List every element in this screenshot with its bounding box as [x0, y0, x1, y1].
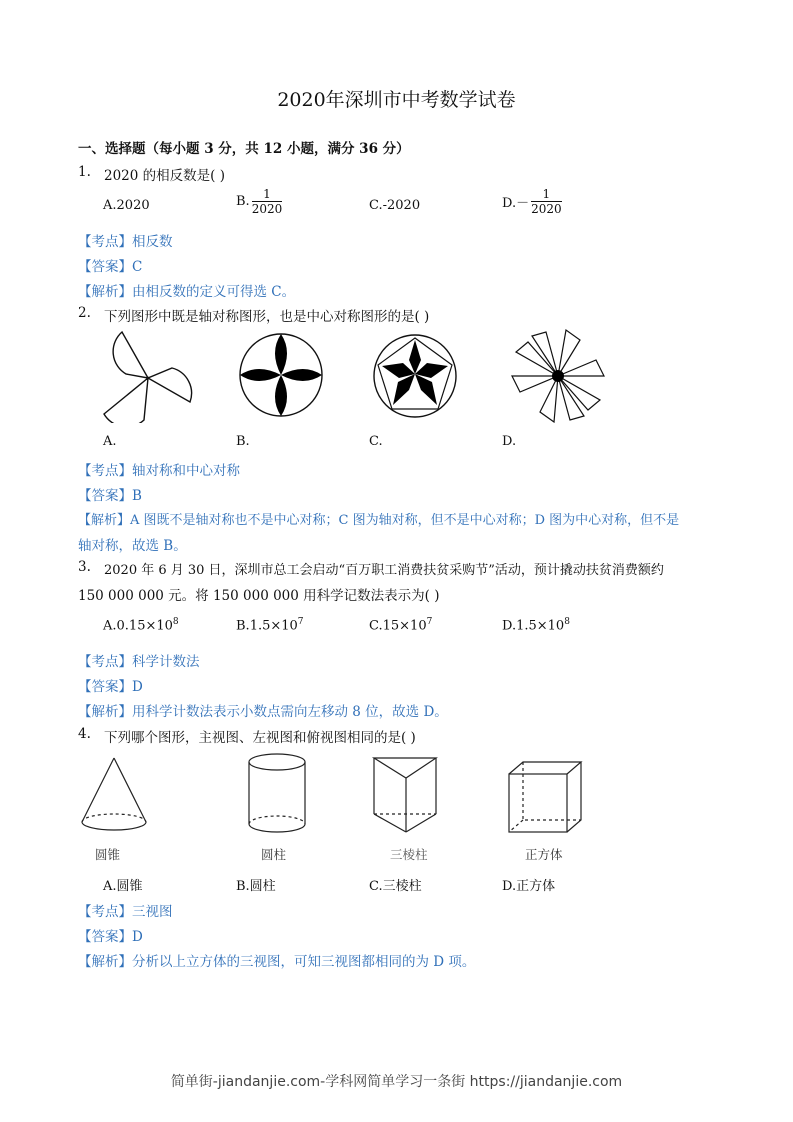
q4-option-a: A.圆锥 — [103, 879, 143, 894]
q2-option-a: A. — [103, 434, 117, 449]
q2-stem: 下列图形中既是轴对称图形，也是中心对称图形的是( ) — [104, 309, 430, 325]
q2-option-d: D. — [502, 434, 517, 449]
page-footer: 简单街-jiandanjie.com-学科网简单学习一条街 https://jiandanjie.com — [170, 1074, 623, 1090]
cube-front-face — [509, 774, 567, 832]
q1-option-a: A.2020 — [103, 198, 150, 213]
prism-base-right — [406, 814, 436, 832]
q2-answer: 【答案】B — [78, 488, 142, 504]
cube-hidden-diagonal — [509, 820, 523, 832]
q1-option-d — [502, 187, 562, 216]
q3-option-c-exponent: 7 — [426, 617, 433, 627]
q1-explanation: 【解析】由相反数的定义可得选 C。 — [78, 284, 296, 300]
q1-answer: 【答案】C — [78, 259, 143, 275]
cylinder-base-back — [249, 816, 305, 824]
cube-hidden-edges — [523, 762, 581, 820]
q3-option-a-value: 0.15×10 — [116, 618, 173, 634]
q4-figure-cylinder — [244, 752, 310, 838]
q4-figure-cone — [78, 756, 150, 840]
q4-explanation: 【解析】分析以上立方体的三视图，可知三视图都相同的为 D 项。 — [78, 954, 476, 970]
q3-option-c — [369, 617, 432, 633]
prism-base-left — [374, 814, 406, 832]
q3-kaodian: 【考点】科学计数法 — [78, 654, 200, 670]
q2-figure-d — [508, 328, 608, 423]
q3-option-d-value: 1.5×10 — [516, 618, 565, 634]
q2-number: 2. — [78, 305, 91, 321]
q3-option-a-prefix: A. — [103, 618, 117, 634]
fraction-numerator: 1 — [252, 187, 283, 202]
q3-stem-line2: 150 000 000 元。将 150 000 000 用科学记数法表示为( ) — [78, 588, 440, 604]
prism-top — [374, 758, 436, 778]
q4-figure-cube — [505, 760, 585, 836]
cone-base-back — [82, 814, 146, 822]
q4-option-b: B.圆柱 — [236, 879, 276, 894]
q4-number: 4. — [78, 726, 91, 742]
q4-caption-cube: 正方体 — [525, 847, 563, 862]
q1-option-d-prefix: D.－ — [502, 196, 530, 211]
q1-number: 1. — [78, 164, 91, 180]
cone-left-edge — [82, 758, 114, 822]
q1-option-d-fraction — [531, 187, 562, 216]
blade-3 — [104, 378, 148, 423]
q3-option-a-exponent: 8 — [172, 617, 179, 627]
q4-option-c: C.三棱柱 — [369, 879, 422, 894]
q3-explanation: 【解析】用科学计数法表示小数点需向左移动 8 位，故选 D。 — [78, 704, 448, 720]
q3-answer: 【答案】D — [78, 679, 143, 695]
pinwheel-center — [552, 370, 564, 382]
q4-caption-cone: 圆锥 — [95, 847, 121, 862]
fraction-denominator: 2020 — [531, 202, 562, 216]
cone-right-edge — [114, 758, 146, 822]
q2-figure-c — [370, 330, 460, 420]
q1-option-b — [236, 187, 282, 216]
q2-option-c: C. — [369, 434, 383, 449]
q1-option-b-fraction — [252, 187, 283, 216]
blade-2 — [148, 368, 192, 402]
q3-option-d-prefix: D. — [502, 618, 517, 634]
page-title: 2020年深圳市中考数学试卷 — [277, 89, 516, 111]
q3-option-c-value: 15×10 — [382, 618, 427, 634]
q2-figure-a — [98, 328, 198, 423]
q4-stem: 下列哪个图形，主视图、左视图和俯视图相同的是( ) — [104, 730, 416, 746]
section-heading: 一、选择题（每小题 3 分，共 12 小题，满分 36 分） — [78, 141, 410, 157]
cone-base-front — [82, 822, 146, 830]
q3-option-b — [236, 617, 304, 633]
cylinder-top — [249, 754, 305, 770]
q4-kaodian: 【考点】三视图 — [78, 904, 173, 920]
q3-option-d-exponent: 8 — [564, 617, 570, 627]
blade-1 — [113, 332, 148, 378]
q4-caption-prism: 三棱柱 — [390, 847, 428, 862]
q2-explanation-line2: 轴对称，故选 B。 — [78, 538, 187, 554]
fraction-numerator: 1 — [531, 187, 562, 202]
q3-option-b-prefix: B. — [236, 618, 250, 634]
q4-answer: 【答案】D — [78, 929, 143, 945]
q2-explanation-line1: 【解析】A 图既不是轴对称也不是中心对称；C 图为轴对称，但不是中心对称；D 图为中心对称，但不是 — [78, 513, 680, 528]
q1-stem: 2020 的相反数是( ) — [104, 168, 225, 184]
q3-option-a — [103, 617, 179, 633]
cube-top-face — [509, 762, 581, 774]
q4-figure-prism — [370, 754, 440, 836]
q3-stem-line1: 2020 年 6 月 30 日，深圳市总工会启动“百万职工消费扶贫采购节”活动，预计撬动扶贫消费额约 — [104, 563, 664, 578]
q2-kaodian: 【考点】轴对称和中心对称 — [78, 463, 240, 479]
q3-number: 3. — [78, 559, 91, 575]
q4-option-d: D.正方体 — [502, 879, 556, 894]
q3-option-c-prefix: C. — [369, 618, 383, 634]
q2-figure-b — [236, 330, 326, 420]
q3-option-b-value: 1.5×10 — [249, 618, 298, 634]
q2-option-b: B. — [236, 434, 250, 449]
q1-kaodian: 【考点】相反数 — [78, 234, 173, 250]
q3-option-d — [502, 617, 570, 633]
q1-option-c: C.-2020 — [369, 198, 421, 213]
q4-caption-cylinder: 圆柱 — [261, 847, 287, 862]
fraction-denominator: 2020 — [251, 202, 283, 216]
cylinder-base-front — [249, 824, 305, 832]
q3-option-b-exponent: 7 — [297, 617, 304, 627]
q1-option-b-prefix: B. — [236, 194, 250, 209]
